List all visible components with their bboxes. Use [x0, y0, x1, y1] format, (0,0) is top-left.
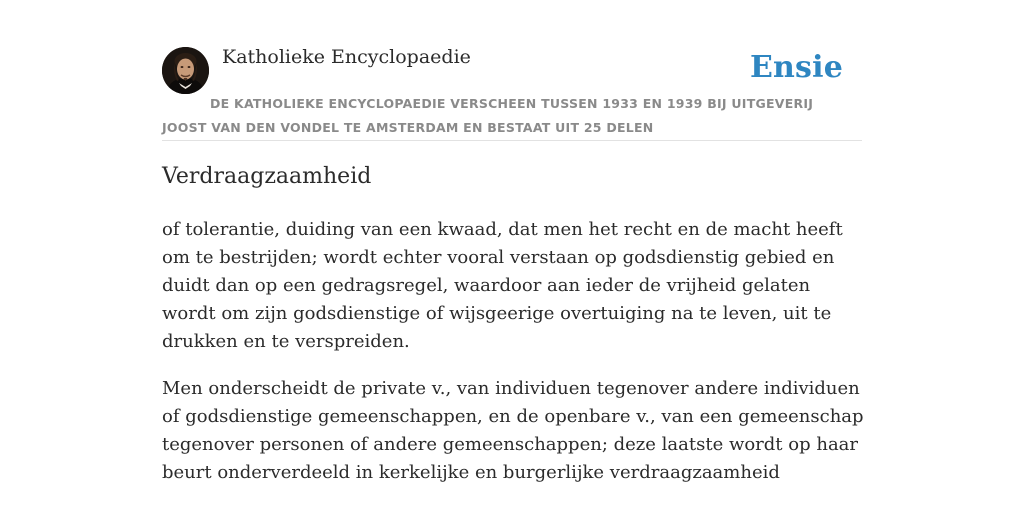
article-paragraph: Men onderscheidt de private v., van individuen tegenover andere individuen of godsdienstige gemeenschappen, en de openbare v., van een gemeenschap tegenover personen of andere gemeenschappen; deze laatste wordt op haar beurt onderverdeeld in kerkelijke en burgerlijke verdraagzaamheid [162, 378, 864, 483]
article-body [162, 216, 864, 506]
source-title[interactable]: Katholieke Encyclopaedie [222, 46, 471, 68]
source-header [162, 44, 862, 141]
portrait-avatar-icon[interactable] [162, 47, 209, 94]
source-description: DE KATHOLIEKE ENCYCLOPAEDIE VERSCHEEN TUSSEN 1933 EN 1939 BIJ UITGEVERIJ JOOST VAN DEN VONDEL TE AMSTERDAM EN BESTAAT UIT 25 DELEN [162, 96, 814, 135]
article-title: Verdraagzaamheid [162, 164, 372, 189]
article-paragraph: of tolerantie, duiding van een kwaad, dat men het recht en de macht heeft om te bestrijden; wordt echter vooral verstaan op godsdienstig gebied en duidt dan op een gedragsregel, waardoor aan ieder de vrijheid gelaten wordt om zijn godsdienstige of wijsgeerige overtuiging na te leven, uit te drukken en te verspreiden. [162, 219, 843, 352]
brand-logo[interactable]: Ensie [749, 50, 843, 85]
